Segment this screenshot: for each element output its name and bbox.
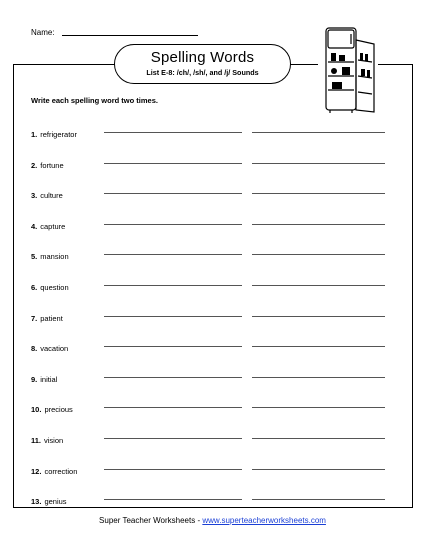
write-line-second[interactable] — [252, 254, 385, 255]
word-number: 8. — [31, 344, 38, 353]
word-number: 4. — [31, 222, 38, 231]
write-line-first[interactable] — [104, 285, 242, 286]
write-line-second[interactable] — [252, 193, 385, 194]
write-line-second[interactable] — [252, 469, 385, 470]
spelling-word: patient — [40, 314, 63, 323]
write-line-first[interactable] — [104, 469, 242, 470]
word-number: 12. — [31, 467, 42, 476]
write-line-first[interactable] — [104, 407, 242, 408]
word-row — [31, 246, 69, 261]
write-line-first[interactable] — [104, 193, 242, 194]
write-line-second[interactable] — [252, 224, 385, 225]
spelling-word: mansion — [40, 252, 69, 261]
write-line-first[interactable] — [104, 254, 242, 255]
word-row — [31, 430, 64, 445]
word-number: 3. — [31, 191, 38, 200]
word-number: 1. — [31, 130, 38, 139]
write-line-first[interactable] — [104, 346, 242, 347]
write-line-second[interactable] — [252, 499, 385, 500]
spelling-word: question — [40, 283, 69, 292]
name-line[interactable] — [62, 35, 198, 36]
word-number: 11. — [31, 436, 42, 445]
word-number: 6. — [31, 283, 38, 292]
instructions: Write each spelling word two times. — [31, 96, 158, 105]
spelling-word: capture — [40, 222, 66, 231]
write-line-first[interactable] — [104, 224, 242, 225]
page-subtitle: List E-8: /ch/, /sh/, and /j/ Sounds — [146, 68, 259, 77]
word-row — [31, 491, 67, 506]
spelling-word: correction — [44, 467, 78, 476]
word-row — [31, 399, 73, 414]
spelling-word: initial — [40, 375, 58, 384]
write-line-second[interactable] — [252, 438, 385, 439]
word-number: 7. — [31, 314, 38, 323]
word-row — [31, 124, 77, 139]
word-row — [31, 338, 69, 353]
write-line-second[interactable] — [252, 285, 385, 286]
write-line-second[interactable] — [252, 377, 385, 378]
word-row — [31, 185, 63, 200]
footer-link[interactable]: www.superteacherworksheets.com — [202, 516, 326, 525]
write-line-second[interactable] — [252, 316, 385, 317]
spelling-word: genius — [44, 497, 67, 506]
footer — [0, 516, 425, 525]
word-row — [31, 155, 64, 170]
word-row — [31, 216, 66, 231]
write-line-first[interactable] — [104, 132, 242, 133]
word-row — [31, 369, 58, 384]
write-line-second[interactable] — [252, 346, 385, 347]
word-row — [31, 461, 78, 476]
refrigerator-icon — [318, 22, 378, 116]
write-line-second[interactable] — [252, 407, 385, 408]
spelling-word: vision — [44, 436, 64, 445]
word-row — [31, 277, 69, 292]
write-line-second[interactable] — [252, 132, 385, 133]
write-line-first[interactable] — [104, 499, 242, 500]
write-line-first[interactable] — [104, 316, 242, 317]
title-banner — [114, 44, 291, 84]
spelling-word: precious — [44, 405, 73, 414]
word-number: 5. — [31, 252, 38, 261]
page-title: Spelling Words — [150, 49, 255, 66]
write-line-second[interactable] — [252, 163, 385, 164]
word-number: 10. — [31, 405, 42, 414]
write-line-first[interactable] — [104, 377, 242, 378]
word-row — [31, 308, 63, 323]
spelling-word: refrigerator — [40, 130, 77, 139]
word-number: 2. — [31, 161, 38, 170]
spelling-word: culture — [40, 191, 63, 200]
name-label: Name: — [31, 28, 55, 37]
spelling-word: vacation — [40, 344, 69, 353]
spelling-word: fortune — [40, 161, 64, 170]
write-line-first[interactable] — [104, 438, 242, 439]
footer-text: Super Teacher Worksheets - — [99, 516, 203, 525]
word-number: 9. — [31, 375, 38, 384]
word-number: 13. — [31, 497, 42, 506]
write-line-first[interactable] — [104, 163, 242, 164]
